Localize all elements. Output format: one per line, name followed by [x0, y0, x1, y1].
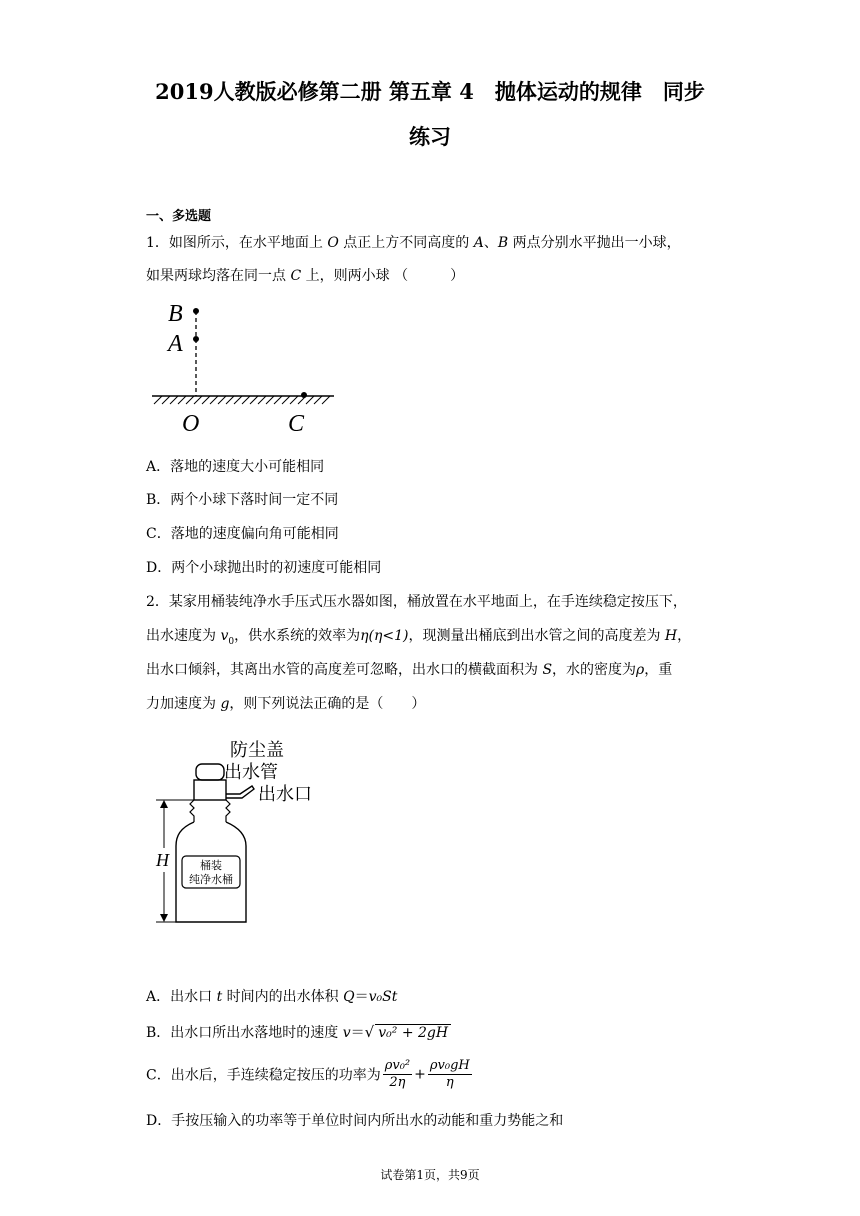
q2-text: ，则下列说法正确的是（ ）	[229, 696, 426, 712]
label-b: B	[168, 301, 183, 327]
q2-var-v: v	[342, 1025, 351, 1041]
q2-text: ，供水系统的效率为	[234, 628, 361, 644]
q1-text: 点正上方不同高度的	[338, 235, 474, 251]
neck-right	[226, 800, 230, 822]
label-c: C	[288, 411, 305, 437]
q2-text: ，现测量出桶底到出水管之间的高度差为	[408, 628, 665, 644]
q2-figure	[150, 732, 350, 932]
sqrt-radicand	[375, 1024, 451, 1041]
q2-opt-text: A．出水口	[146, 989, 217, 1005]
q2-var-q: Q	[343, 989, 355, 1005]
arrowhead-up	[160, 800, 168, 808]
neck-left	[190, 800, 194, 822]
bottle-label-line2: 纯净水桶	[189, 873, 233, 886]
q2-text: ，重	[644, 662, 673, 678]
frac1-num: ρv₀²	[384, 1058, 411, 1073]
dust-cap	[196, 764, 224, 780]
point-a	[193, 336, 199, 342]
label-o: O	[182, 411, 200, 437]
outlet-spout	[226, 786, 254, 798]
q1-option-c[interactable]: C．落地的速度偏向角可能相同	[146, 526, 339, 542]
q1-option-d[interactable]: D．两个小球抛出时的初速度可能相同	[146, 560, 382, 576]
fraction-1	[383, 1058, 412, 1091]
q2-var-rho: ρ	[636, 662, 645, 678]
q2-text: ，水的密度为	[552, 662, 637, 678]
q2-text: 力加速度为	[146, 696, 221, 712]
q1-option-b[interactable]: B．两个小球下落时间一定不同	[146, 492, 339, 508]
q2-opt-text: ＝	[350, 1025, 365, 1041]
label-a: A	[168, 331, 183, 357]
label-h: H	[156, 850, 169, 870]
frac2-num: ρv₀gH	[429, 1058, 470, 1073]
q2-var-t: t	[216, 989, 223, 1005]
point-c	[301, 392, 307, 398]
q2-text: 出水口倾斜，其离出水管的高度差可忽略，出水口的横截面积为	[146, 662, 543, 678]
q1-var-b: B	[497, 235, 509, 251]
q1-var-a: A	[473, 235, 484, 251]
q2-sub: 0	[228, 636, 235, 647]
plus-sign: +	[414, 1066, 426, 1083]
q2-option-a[interactable]	[146, 986, 397, 1006]
q2-text-line2	[146, 625, 691, 647]
q2-expr-a: v₀St	[368, 989, 398, 1005]
bottle-label-line1: 桶装	[200, 859, 222, 872]
q1-text-line2	[146, 265, 464, 285]
q1-text: 1．如图所示，在水平地面上	[146, 235, 328, 251]
q1-text: 如果两球均落在同一点	[146, 268, 291, 284]
q1-text: 上，则两小球 （ ）	[301, 268, 465, 284]
q2-var-h: H	[664, 628, 678, 644]
q2-var-eta: η(η<1)	[360, 628, 409, 644]
q2-option-d[interactable]: D．手按压输入的功率等于单位时间内所出水的动能和重力势能之和	[146, 1113, 564, 1129]
label-outlet: 出水口	[258, 784, 312, 805]
q1-text-line1	[146, 232, 681, 252]
q2-var-v: v	[220, 628, 229, 644]
q1-option-a[interactable]: A．落地的速度大小可能相同	[146, 459, 325, 475]
q2-text-line4	[146, 693, 425, 713]
q1-var-o: O	[327, 235, 339, 251]
label-outlet-pipe: 出水管	[224, 762, 278, 783]
q2-var-g: g	[220, 696, 230, 712]
q1-var-c: C	[290, 268, 302, 284]
q2-option-c[interactable]	[146, 1058, 474, 1091]
frac1-den: 2η	[389, 1075, 406, 1090]
q2-expr-b: v₀² + 2gH	[378, 1025, 449, 1041]
q2-text: 出水速度为	[146, 628, 221, 644]
q2-text-line1: 2．某家用桶装纯净水手压式压水器如图，桶放置在水平地面上，在手连续稳定按压下，	[146, 594, 687, 610]
q2-option-b[interactable]	[146, 1022, 451, 1042]
label-dust-cap: 防尘盖	[230, 740, 284, 761]
fraction-2	[428, 1058, 472, 1091]
q1-text: 、	[483, 235, 498, 251]
bottle-body	[176, 822, 246, 922]
doc-title-line1: 2019人教版必修第二册 第五章 4 抛体运动的规律 同步	[155, 79, 705, 104]
q2-opt-text: 时间内的出水体积	[222, 989, 344, 1005]
q1-text: 两点分别水平抛出一小球，	[508, 235, 681, 251]
q2-text-line3	[146, 659, 672, 679]
q2-opt-text: C．出水后，手连续稳定按压的功率为	[146, 1067, 381, 1084]
pump-head	[194, 780, 226, 800]
q2-opt-text: ＝	[354, 989, 369, 1005]
point-b	[193, 308, 199, 314]
page-footer: 试卷第1页，共9页	[380, 1168, 480, 1182]
arrowhead-down	[160, 914, 168, 922]
sqrt-sign: √	[364, 1023, 375, 1041]
q2-var-s: S	[542, 662, 553, 678]
frac2-den: η	[445, 1075, 454, 1090]
q2-text: ，	[677, 628, 692, 644]
doc-title-line2: 练习	[409, 124, 451, 149]
section-heading: 一、多选题	[146, 209, 212, 224]
q1-figure	[140, 295, 350, 440]
q2-opt-text: B．出水口所出水落地时的速度	[146, 1025, 343, 1041]
